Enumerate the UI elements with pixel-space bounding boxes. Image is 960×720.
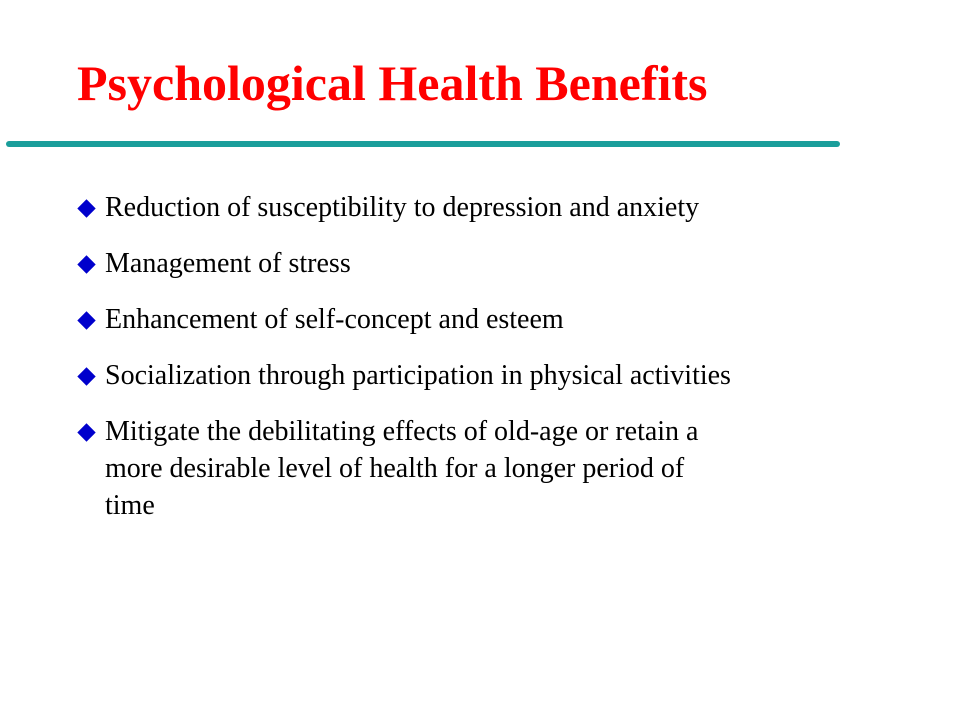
diamond-bullet-icon (77, 423, 95, 441)
bullet-text: Management of stress (105, 248, 351, 279)
diamond-bullet-icon (77, 311, 95, 329)
bullet-text: Enhancement of self-concept and esteem (105, 304, 564, 335)
diamond-bullet-icon (77, 255, 95, 273)
bullet-item (80, 245, 940, 282)
bullet-item (80, 189, 940, 226)
bullet-item (80, 301, 940, 338)
diamond-bullet-icon (77, 367, 95, 385)
bullet-item (80, 357, 940, 394)
bullet-list (80, 189, 940, 543)
slide-title: Psychological Health Benefits (77, 55, 708, 111)
bullet-item (80, 413, 940, 524)
bullet-text: Mitigate the debilitating effects of old-age or retain a more desirable level of health for a longer period of time (105, 416, 699, 521)
title-divider (6, 141, 840, 147)
bullet-text: Reduction of susceptibility to depression and anxiety (105, 192, 700, 223)
diamond-bullet-icon (77, 199, 95, 217)
bullet-text: Socialization through participation in physical activities (105, 360, 731, 391)
